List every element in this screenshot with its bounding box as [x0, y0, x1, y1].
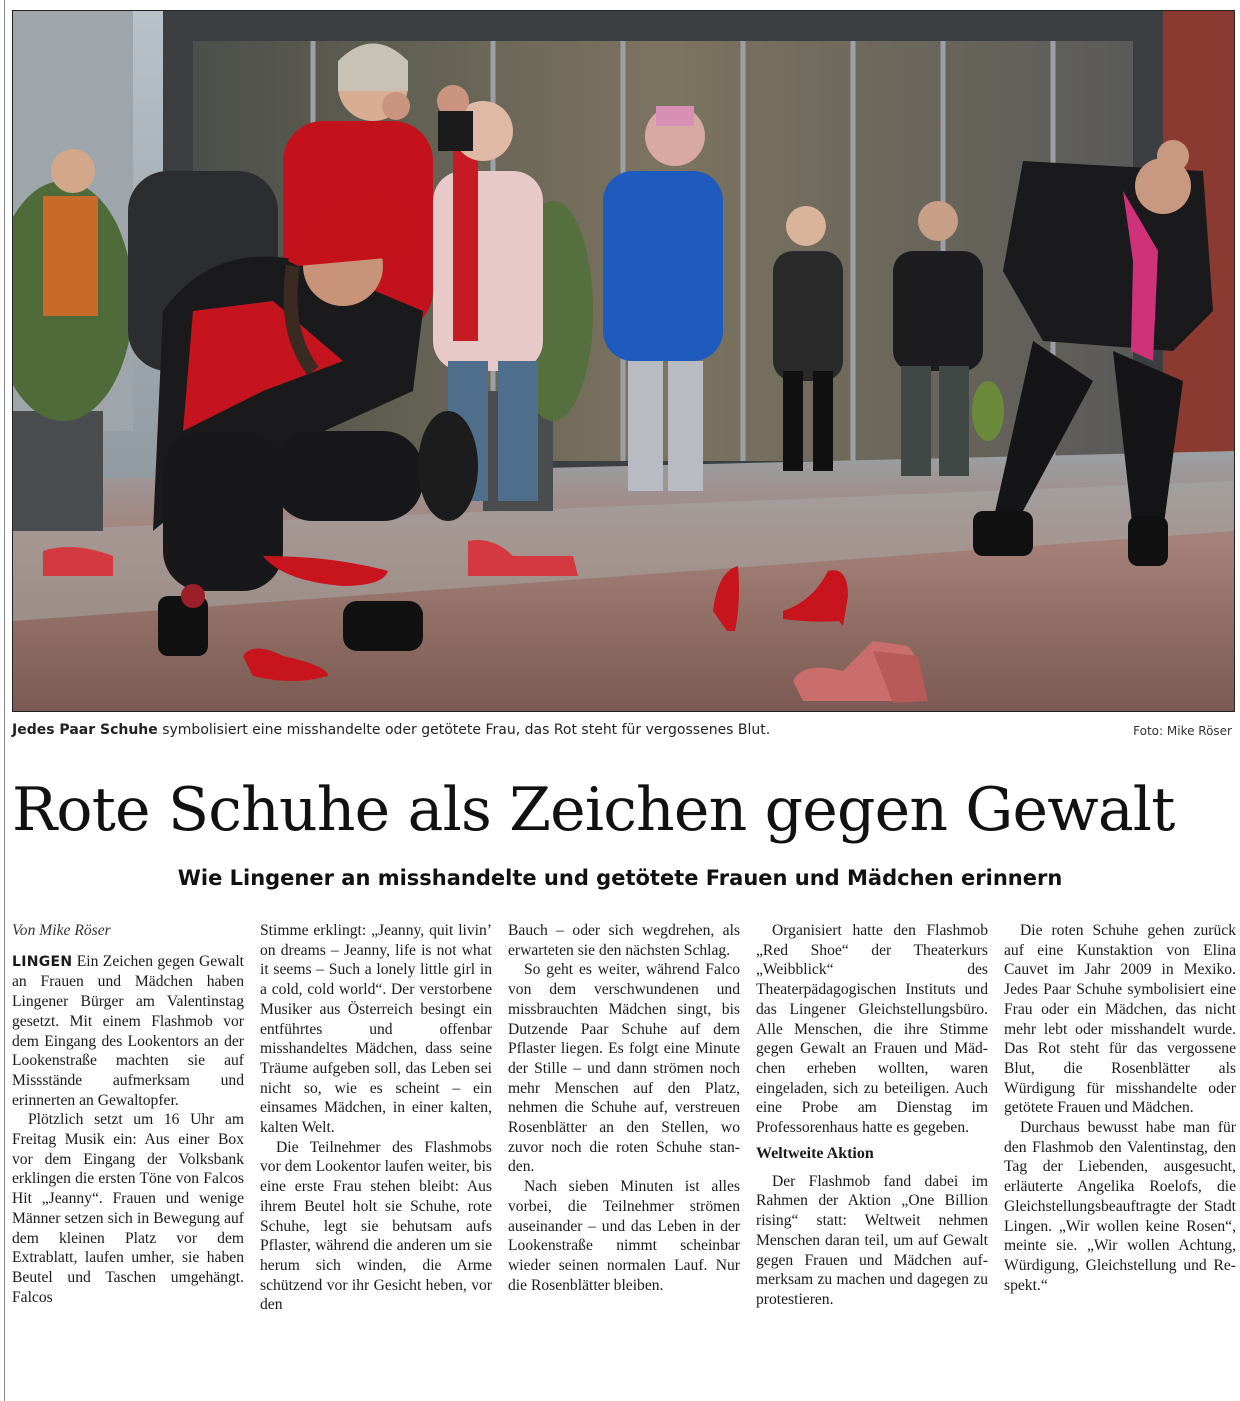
left-margin-rule [4, 0, 5, 1401]
column-3 [508, 921, 740, 1295]
paragraph-4: Die Teilnehmer des Flashmobs vor dem Lookentor laufen weiter, bis eine erste Frau stehen bleibt: Aus ihrem Beutel holt sie Schuhe, rote Schuhe, legt sie behutsam aufs Pflaster, während die anderen um sie herum sich winden, die Arme schützend vor ihr Gesicht heben, vor den [260, 1138, 492, 1314]
paragraph-9: Der Flashmob fand dabei im Rahmen der Aktion „One Billion rising“ statt: Weltweit nehmen Menschen daran teil, um auf Gewalt gegen Frauen und Mädchen aufmerksam zu machen und dagegen zu protestieren. [756, 1172, 988, 1308]
subheadline: Wie Lingener an misshandelte und getötete Frauen und Mädchen erinnern [177, 866, 1063, 890]
paragraph-2: Plötzlich setzt um 16 Uhr am Freitag Musik ein: Aus einer Box vor dem Eingang der Volksbank erklingen die ersten Töne von Falcos Hit „Jeanny“. Frauen und wenige Männer setzen sich in Bewegung auf dem kleinen Platz vor dem Extrablatt, laufen umher, sie haben Beutel und Taschen umgehängt. Falcos [12, 1111, 244, 1306]
paragraph-1 [12, 952, 244, 1111]
paragraph-5: Bauch – oder sich wegdrehen, als erwarteten sie den nächsten Schlag. [508, 922, 740, 959]
paragraph-11: Durchaus bewusst habe man für den Flashmob den Valentinstag, den Tag der Liebenden, ausgesucht, erläuterte Angelika Roelofs, die Gleichstellungsbeauftragte der Stadt Lingen. „Wir wollen keine Rosen“, meinte sie. „Wir wollen Achtung, Würdigung, Gleichstellung und Respekt.“ [1004, 1119, 1236, 1294]
paragraph-6: So geht es weiter, während Falco von dem verschwundenen und missbrauchten Mädchen singt, bis Dutzende Paar Schuhe auf dem Pflaster liegen. Es folgt eine Minute der Stille – und dann strömen noch mehr Menschen auf den Platz, nehmen die Schuhe auf, verstreuen Rosenblätter an den Stellen, wo zuvor noch die roten Schuhe standen. [508, 961, 740, 1176]
paragraph-7: Nach sieben Minuten ist alles vorbei, die Teilnehmer strömen auseinander – und das Leben in der Lookenstraße nimmt scheinbar wieder seinen normalen Lauf. Nur die Rosenblätter bleiben. [508, 1178, 740, 1294]
article-body [12, 921, 1234, 1391]
paragraph-10: Die roten Schuhe gehen zurück auf eine Kunstaktion von Elina Cauvet im Jahr 2009 in Mexiko. Jedes Paar Schuhe symbolisiert eine Frau oder ein Mädchen, das nicht mehr lebt oder misshandelt wurde. Das Rot steht für das vergossene Blut, die Rosenblätter als Würdigung für misshandelte oder getötete Frauen und Mädchen. [1004, 922, 1236, 1117]
column-2 [260, 921, 492, 1315]
dateline: LINGEN [12, 953, 73, 970]
column-4 [756, 921, 988, 1310]
photo-credit: Foto: Mike Röser [1133, 724, 1232, 738]
headline: Rote Schuhe als Zeichen gegen Gewalt [12, 775, 1175, 845]
paragraph-1-text: Ein Zeichen gegen Gewalt an Frauen und Mädchen haben Lingener Bürger am Valentinstag gesetzt. Mit einem Flashmob vor dem Eingang des Lookentors an der Lookenstraße machten sie auf Missstände aufmerksam und erinnerten an Gewaltopfer. [12, 952, 244, 1109]
subheading-weltweite-aktion: Weltweite Aktion [756, 1144, 874, 1162]
caption-text: symbolisiert eine misshandelte oder getötete Frau, das Rot steht für vergossenes Blut. [157, 722, 771, 738]
photo-illustration [13, 11, 1234, 711]
photo-caption [12, 722, 1012, 738]
caption-lead: Jedes Paar Schuhe [12, 722, 158, 738]
article-photo [12, 10, 1235, 712]
paragraph-8: Organisiert hatte den Flashmob „Red Shoe“ der Theaterkurs „Weibblick“ des Theaterpädagogischen Instituts und das Lingener Gleichstellungsbüro. Alle Menschen, die ihre Stimme gegen Gewalt an Frauen und Mädchen erheben wollten, waren eingeladen, sich zu beteiligen. Auch eine Probe am Dienstag im Professorenhaus hatte es gegeben. [756, 922, 988, 1137]
column-5 [1004, 921, 1236, 1295]
column-1 [12, 921, 244, 1307]
byline: Von Mike Röser [12, 922, 111, 939]
paragraph-3: Stimme erklingt: „Jeanny, quit livin’ on dreams – Jeanny, life is not what it seems – Such a lonely little girl in a cold, cold world“. Der verstorbene Musiker aus Österreich besingt ein entführtes und offenbar misshandeltes Mädchen, dass seine Träume aufgeben soll, das Leben sei nicht so, wie es scheint – ein einsames Mädchen, in einer kalten, kalten Welt. [260, 922, 492, 1137]
